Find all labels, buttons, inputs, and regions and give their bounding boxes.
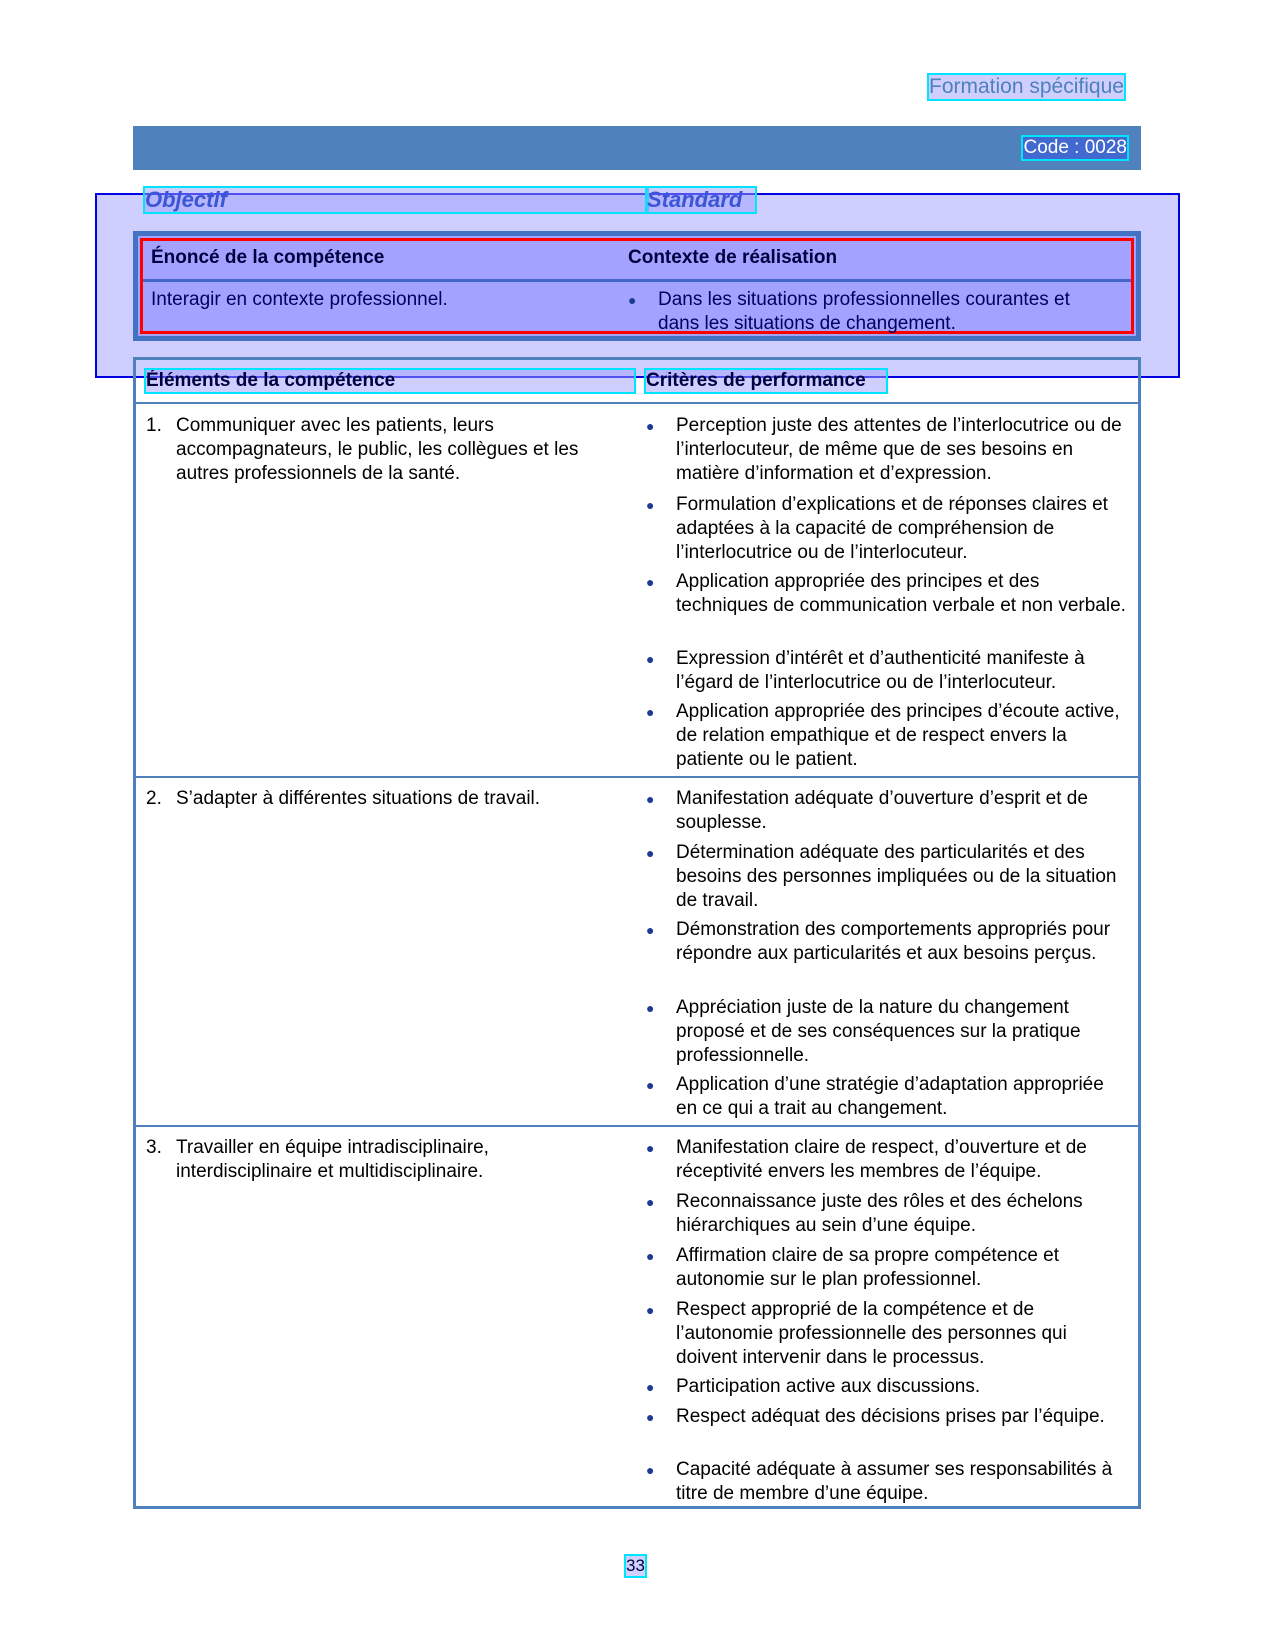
criterion-item — [646, 1244, 1126, 1292]
section-title: Formation spécifique — [929, 75, 1124, 98]
criterion-text: Capacité adéquate à assumer ses responsabilités à titre de membre d’une équipe. — [676, 1459, 1113, 1504]
bullet-icon: ● — [646, 1000, 655, 1016]
criterion-text: Manifestation adéquate d’ouverture d’esprit et de souplesse. — [676, 788, 1088, 833]
criterion-text: Expression d’intérêt et d’authenticité manifeste à l’égard de l’interlocutrice ou de l’interlocuteur. — [676, 648, 1085, 693]
criterion-text: Formulation d’explications et de réponses claires et adaptées à la capacité de compréhension de l’interlocutrice ou de l’interlocuteur. — [676, 494, 1108, 563]
criterion-item — [646, 1458, 1126, 1506]
bullet-icon: ● — [646, 1379, 655, 1395]
standard-heading: Standard — [647, 188, 755, 212]
criterion-item — [646, 493, 1126, 565]
criterion-item — [646, 918, 1126, 990]
criterion-text: Respect adéquat des décisions prises par l’équipe. — [676, 1406, 1105, 1427]
criterion-item — [646, 841, 1126, 913]
criterion-text: Participation active aux discussions. — [676, 1376, 981, 1397]
bullet-icon: ● — [646, 1409, 655, 1425]
criteres-header: Critères de performance — [646, 370, 886, 392]
criterion-text: Application appropriée des principes et des techniques de communication verbale et non verbale. — [676, 571, 1126, 616]
criterion-text: Manifestation claire de respect, d’ouverture et de réceptivité envers les membres de l’équipe. — [676, 1137, 1087, 1182]
bullet-icon: ● — [646, 845, 655, 861]
objectif-heading: Objectif — [145, 188, 647, 212]
bullet-icon: ● — [646, 1194, 655, 1210]
criterion-item — [646, 996, 1126, 1068]
bullet-icon: ● — [646, 1140, 655, 1156]
bullet-icon: ● — [646, 574, 655, 590]
bullet-icon: ● — [646, 922, 655, 938]
page-number: 33 — [626, 1556, 645, 1575]
criterion-text: Affirmation claire de sa propre compétence et autonomie sur le plan professionnel. — [676, 1245, 1060, 1290]
code-banner — [133, 126, 1141, 170]
bullet-icon: ● — [646, 1077, 655, 1093]
element-text: S’adapter à différentes situations de travail. — [176, 788, 541, 809]
element-text: Communiquer avec les patients, leurs accompagnateurs, le public, les collègues et les autres professionnels de la santé. — [176, 415, 579, 484]
criterion-text: Démonstration des comportements appropriés pour répondre aux particularités et aux besoins perçus. — [676, 919, 1111, 964]
bullet-icon: ● — [646, 791, 655, 807]
criterion-item — [646, 1405, 1126, 1453]
criterion-item — [646, 1073, 1126, 1121]
criterion-text: Appréciation juste de la nature du changement proposé et de ses conséquences sur la pratique professionnelle. — [676, 997, 1081, 1066]
criterion-item — [646, 700, 1126, 772]
criterion-text: Application d’une stratégie d’adaptation appropriée en ce qui a trait au changement. — [676, 1074, 1104, 1119]
element-text: Travailler en équipe intradisciplinaire, interdisciplinaire et multidisciplinaire. — [176, 1137, 489, 1182]
bullet-icon: ● — [646, 418, 655, 434]
criterion-text: Détermination adéquate des particularités et des besoins des personnes impliquées ou de la situation de travail. — [676, 842, 1117, 911]
row-divider — [136, 1125, 1138, 1127]
element-number: 2. — [146, 788, 162, 809]
bullet-icon: ● — [646, 704, 655, 720]
bullet-icon: ● — [646, 651, 655, 667]
criterion-text: Respect approprié de la compétence et de l’autonomie professionnelle des personnes qui doivent intervenir dans le processus. — [676, 1299, 1067, 1368]
objective-table-highlight — [140, 238, 1134, 334]
bullet-icon: ● — [646, 1302, 655, 1318]
enonce-header: Énoncé de la compétence — [151, 247, 385, 268]
row-divider — [136, 776, 1138, 778]
criterion-item — [646, 570, 1126, 642]
contexte-text: Dans les situations professionnelles courantes et dans les situations de changement. — [658, 289, 1070, 334]
criterion-item — [646, 1190, 1126, 1238]
competency-table — [133, 357, 1141, 1509]
enonce-value: Interagir en contexte professionnel. — [151, 289, 448, 310]
header-divider — [136, 402, 1138, 404]
contexte-header: Contexte de réalisation — [628, 247, 838, 268]
row-divider — [143, 279, 1131, 282]
objective-table — [133, 231, 1141, 341]
bullet-icon: ● — [646, 1248, 655, 1264]
bullet-icon: ● — [646, 497, 655, 513]
element-number: 1. — [146, 415, 162, 436]
criterion-text: Reconnaissance juste des rôles et des échelons hiérarchiques au sein d’une équipe. — [676, 1191, 1083, 1236]
criterion-item — [646, 787, 1126, 835]
competency-code: Code : 0028 — [1023, 137, 1127, 158]
criterion-item — [646, 1136, 1126, 1184]
criterion-item — [646, 414, 1126, 486]
criterion-item — [646, 1298, 1126, 1370]
criterion-text: Application appropriée des principes d’écoute active, de relation empathique et de respect envers la patiente ou le patient. — [676, 701, 1120, 770]
bullet-icon: ● — [646, 1462, 655, 1478]
element-number: 3. — [146, 1137, 162, 1158]
elements-header: Éléments de la compétence — [146, 370, 634, 392]
criterion-item — [646, 647, 1126, 695]
bullet-icon: ● — [628, 292, 637, 308]
criterion-text: Perception juste des attentes de l’interlocutrice ou de l’interlocuteur, de même que de ses besoins en matière d’information et d’expression. — [676, 415, 1122, 484]
criterion-item — [646, 1375, 1126, 1399]
